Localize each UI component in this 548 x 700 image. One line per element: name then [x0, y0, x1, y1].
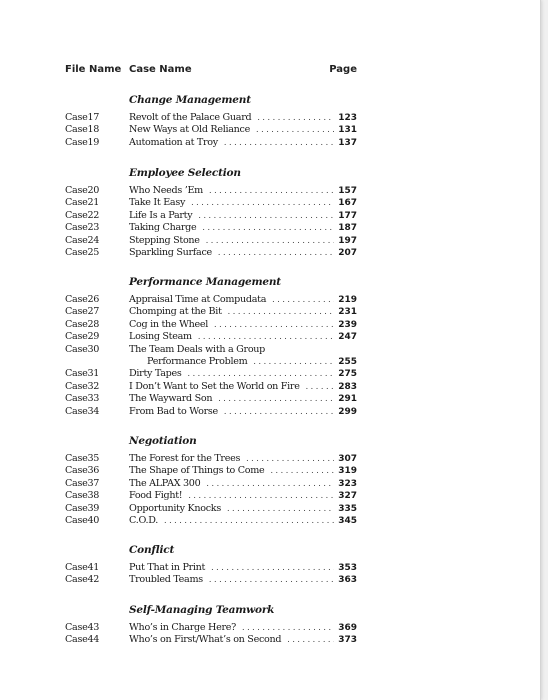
table-row: [65, 634, 357, 646]
table-row: [65, 406, 357, 418]
page-number: 307: [338, 454, 357, 464]
case-name: Opportunity Knocks: [129, 502, 221, 514]
page-number: 131: [338, 125, 357, 136]
leader-dots: [218, 393, 334, 405]
section-title: Change Management: [129, 94, 251, 106]
page-number: 247: [338, 332, 357, 343]
case-name: The Wayward Son: [129, 393, 213, 405]
table-row: [65, 574, 357, 586]
page-number: 239: [338, 319, 357, 330]
table-row: [65, 210, 357, 222]
section-title: Negotiation: [129, 435, 197, 447]
page-number: 137: [338, 137, 357, 148]
case-name: Revolt of the Palace Guard: [129, 112, 252, 123]
case-name: Who’s in Charge Here?: [129, 622, 236, 633]
leader-dots: [218, 247, 334, 259]
file-name: Case18: [65, 124, 100, 136]
leader-dots: [270, 465, 334, 477]
case-name: Food Fight!: [129, 490, 183, 502]
file-name: Case29: [65, 331, 100, 343]
file-name: Case27: [65, 306, 100, 318]
page-number: 255: [338, 356, 357, 367]
page-number: 157: [338, 186, 357, 196]
file-name: Case42: [65, 574, 100, 586]
leader-dots: [209, 185, 334, 197]
table-row: [65, 368, 357, 380]
file-name: Case20: [65, 185, 100, 196]
leader-dots: [214, 319, 334, 331]
table-row: [65, 306, 357, 318]
table-row: [65, 235, 357, 247]
page-number: 345: [338, 515, 357, 526]
section-title: Employee Selection: [129, 167, 241, 179]
leader-dots: [272, 294, 334, 306]
case-name: Appraisal Time at Compudata: [129, 294, 267, 305]
table-row: [65, 622, 357, 634]
file-name: Case23: [65, 222, 100, 234]
case-name: Who Needs ’Em: [129, 185, 203, 196]
file-name: Case22: [65, 209, 100, 221]
leader-dots: [257, 112, 334, 124]
page-number: 167: [338, 198, 357, 209]
page-number: 319: [338, 466, 357, 477]
file-name: Case31: [65, 368, 100, 380]
page-number: 327: [338, 491, 357, 502]
table-row: [65, 124, 357, 136]
file-name: Case34: [65, 405, 100, 417]
leader-dots: [198, 210, 334, 222]
page-number: 207: [338, 247, 357, 258]
header-case-name: Case Name: [129, 64, 192, 75]
table-row: [65, 562, 357, 574]
leader-dots: [211, 562, 334, 574]
table-row: [65, 222, 357, 234]
file-name: Case30: [65, 343, 100, 355]
case-name-continuation: Performance Problem: [147, 355, 248, 367]
file-name: Case38: [65, 490, 100, 502]
case-name: Dirty Tapes: [129, 368, 182, 380]
file-name: Case24: [65, 234, 100, 246]
leader-dots: [306, 381, 335, 393]
table-row: [65, 490, 357, 502]
file-name: Case26: [65, 294, 100, 305]
case-name: Who’s on First/What’s on Second: [129, 634, 282, 646]
leader-dots: [202, 222, 334, 234]
table-row-continuation: [65, 356, 357, 368]
page-number: 335: [338, 503, 357, 514]
table-row: [65, 515, 357, 527]
table-row: [65, 478, 357, 490]
page-number: 369: [338, 623, 357, 633]
file-name: Case39: [65, 502, 100, 514]
leader-dots: [242, 622, 334, 634]
case-name: New Ways at Old Reliance: [129, 124, 251, 136]
leader-dots: [188, 490, 334, 502]
case-name: Automation at Troy: [129, 136, 218, 148]
table-row: [65, 381, 357, 393]
page-number: 197: [338, 235, 357, 246]
leader-dots: [256, 124, 334, 136]
page-number: 363: [338, 575, 357, 586]
case-name: C.O.D.: [129, 514, 158, 526]
page-number: 177: [338, 210, 357, 221]
table-row: [65, 331, 357, 343]
leader-dots: [209, 574, 334, 586]
file-name: Case35: [65, 453, 100, 464]
file-name: Case36: [65, 465, 100, 477]
leader-dots: [198, 331, 334, 343]
file-name: Case33: [65, 393, 100, 405]
page-number: 275: [338, 369, 357, 380]
case-name: Sparkling Surface: [129, 246, 212, 258]
table-header: [65, 64, 357, 78]
file-name: Case43: [65, 622, 100, 633]
page-number: 291: [338, 394, 357, 405]
case-name: The ALPAX 300: [129, 477, 201, 489]
leader-dots: [287, 634, 334, 646]
case-name: Chomping at the Bit: [129, 306, 222, 318]
header-file-name: File Name: [65, 64, 122, 75]
case-name: Cog in the Wheel: [129, 318, 209, 330]
case-name: Losing Steam: [129, 331, 192, 343]
file-name: Case19: [65, 136, 100, 148]
case-name: The Shape of Things to Come: [129, 465, 265, 477]
table-row: [65, 344, 357, 356]
header-page: Page: [329, 64, 357, 75]
case-name: The Forest for the Trees: [129, 453, 241, 464]
case-name: Troubled Teams: [129, 574, 203, 586]
page-number: 299: [338, 406, 357, 417]
table-row: [65, 393, 357, 405]
section-title: Self-Managing Teamwork: [129, 604, 275, 616]
leader-dots: [253, 356, 334, 368]
file-name: Case17: [65, 112, 100, 123]
table-row: [65, 294, 357, 306]
page-number: 187: [338, 223, 357, 234]
file-name: Case40: [65, 514, 100, 526]
table-row: [65, 112, 357, 124]
table-row: [65, 319, 357, 331]
page-number: 123: [338, 113, 357, 123]
table-row: [65, 197, 357, 209]
page-number: 373: [338, 635, 357, 646]
page-number: 231: [338, 307, 357, 318]
leader-dots: [227, 503, 334, 515]
leader-dots: [206, 235, 335, 247]
case-name: Taking Charge: [129, 222, 197, 234]
file-name: Case41: [65, 562, 100, 573]
table-row: [65, 137, 357, 149]
section-title: Performance Management: [129, 276, 281, 288]
leader-dots: [246, 453, 334, 465]
case-name: Life Is a Party: [129, 209, 193, 221]
file-name: Case44: [65, 634, 100, 646]
leader-dots: [191, 197, 334, 209]
table-row: [65, 503, 357, 515]
file-name: Case32: [65, 380, 100, 392]
case-name: The Team Deals with a Group: [129, 343, 266, 355]
page-number: 283: [338, 381, 357, 392]
case-name: From Bad to Worse: [129, 405, 218, 417]
page-number: 323: [338, 478, 357, 489]
page-number: 353: [338, 563, 357, 573]
leader-dots: [164, 515, 334, 527]
leader-dots: [228, 306, 335, 318]
leader-dots: [206, 478, 334, 490]
file-name: Case37: [65, 477, 100, 489]
case-name: Put That in Print: [129, 562, 206, 573]
file-name: Case21: [65, 197, 100, 209]
case-name: Take It Easy: [129, 197, 186, 209]
table-row: [65, 453, 357, 465]
section-title: Conflict: [129, 544, 175, 556]
leader-dots: [224, 406, 334, 418]
page-number: 219: [338, 295, 357, 305]
table-row: [65, 465, 357, 477]
table-row: [65, 247, 357, 259]
leader-dots: [188, 368, 335, 380]
leader-dots: [224, 137, 334, 149]
file-name: Case25: [65, 246, 100, 258]
case-name: I Don’t Want to Set the World on Fire: [129, 380, 300, 392]
file-name: Case28: [65, 318, 100, 330]
table-row: [65, 185, 357, 197]
case-name: Stepping Stone: [129, 234, 200, 246]
